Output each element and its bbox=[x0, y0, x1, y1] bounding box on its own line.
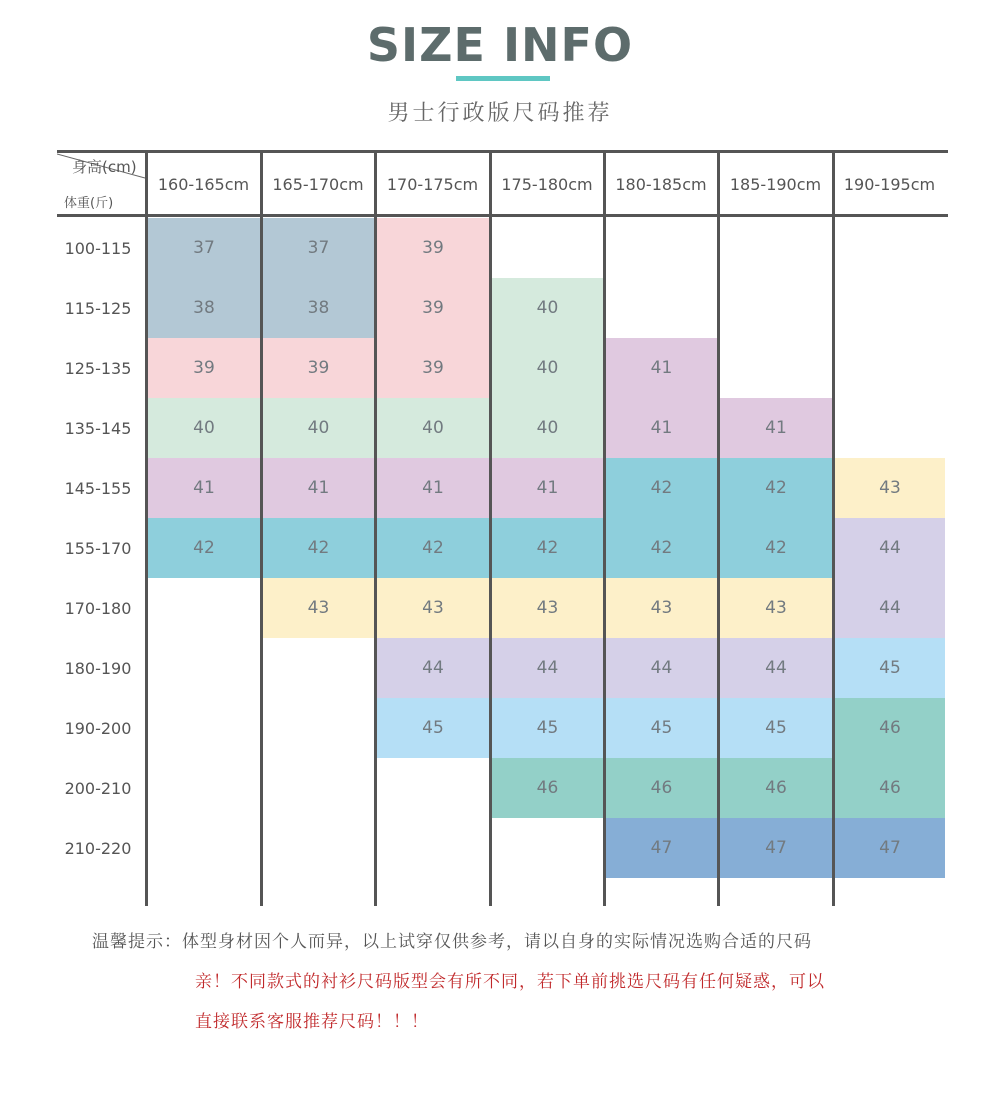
size-cell: 41 bbox=[492, 458, 603, 518]
size-cell: 45 bbox=[720, 698, 832, 758]
column-header-height: 175-180cm bbox=[501, 174, 593, 194]
size-cell: 41 bbox=[263, 458, 374, 518]
size-cell: 39 bbox=[377, 218, 489, 278]
row-header-weight: 190-200 bbox=[64, 718, 132, 738]
size-cell: 39 bbox=[148, 338, 260, 398]
row-header-weight: 180-190 bbox=[64, 658, 132, 678]
size-cell: 42 bbox=[492, 518, 603, 578]
column-header-height: 180-185cm bbox=[615, 174, 707, 194]
size-cell: 39 bbox=[377, 338, 489, 398]
size-tip-note: 温馨提示：体型身材因个人而异，以上试穿仅供参考，请以自身的实际情况选购合适的尺码 bbox=[92, 932, 812, 952]
size-cell: 38 bbox=[263, 278, 374, 338]
size-cell: 40 bbox=[263, 398, 374, 458]
size-cell: 45 bbox=[492, 698, 603, 758]
size-cell: 43 bbox=[263, 578, 374, 638]
size-cell: 40 bbox=[377, 398, 489, 458]
column-divider bbox=[832, 150, 835, 906]
page-subtitle: 男士行政版尺码推荐 bbox=[387, 101, 613, 126]
size-cell: 44 bbox=[720, 638, 832, 698]
size-cell: 40 bbox=[492, 338, 603, 398]
size-cell: 46 bbox=[492, 758, 603, 818]
column-header-height: 165-170cm bbox=[272, 174, 364, 194]
warning-line-1: 亲！不同款式的衬衫尺码版型会有所不同，若下单前挑选尺码有任何疑惑，可以 bbox=[195, 972, 825, 992]
size-cell: 40 bbox=[492, 278, 603, 338]
size-cell: 44 bbox=[606, 638, 717, 698]
row-header-weight: 170-180 bbox=[64, 598, 132, 618]
size-cell: 42 bbox=[148, 518, 260, 578]
size-cell: 43 bbox=[492, 578, 603, 638]
row-header-weight: 145-155 bbox=[64, 478, 132, 498]
column-header-height: 185-190cm bbox=[729, 174, 822, 194]
row-header-weight: 210-220 bbox=[64, 838, 132, 858]
row-header-weight: 115-125 bbox=[64, 298, 132, 318]
size-cell: 44 bbox=[835, 578, 945, 638]
column-divider bbox=[260, 150, 263, 906]
size-cell: 37 bbox=[148, 218, 260, 278]
size-cell: 46 bbox=[835, 758, 945, 818]
size-cell: 44 bbox=[835, 518, 945, 578]
size-cell: 43 bbox=[720, 578, 832, 638]
column-divider bbox=[603, 150, 606, 906]
row-header-weight: 135-145 bbox=[64, 418, 132, 438]
column-divider bbox=[145, 150, 148, 906]
size-cell: 42 bbox=[377, 518, 489, 578]
column-header-height: 190-195cm bbox=[843, 174, 936, 194]
size-cell: 46 bbox=[606, 758, 717, 818]
size-cell: 37 bbox=[263, 218, 374, 278]
warning-line-2: 直接联系客服推荐尺码！！！ bbox=[195, 1012, 429, 1032]
size-cell: 40 bbox=[492, 398, 603, 458]
size-cell: 47 bbox=[835, 818, 945, 878]
column-divider bbox=[489, 150, 492, 906]
table-top-line bbox=[57, 150, 948, 153]
size-cell: 41 bbox=[606, 338, 717, 398]
size-cell: 43 bbox=[606, 578, 717, 638]
size-cell: 38 bbox=[148, 278, 260, 338]
corner-height-label: 身高(cm) bbox=[72, 158, 137, 176]
row-header-weight: 155-170 bbox=[64, 538, 132, 558]
size-cell: 47 bbox=[720, 818, 832, 878]
size-cell: 43 bbox=[835, 458, 945, 518]
size-cell: 41 bbox=[377, 458, 489, 518]
size-cell: 42 bbox=[606, 518, 717, 578]
size-cell: 41 bbox=[606, 398, 717, 458]
size-cell: 45 bbox=[377, 698, 489, 758]
size-cell: 45 bbox=[606, 698, 717, 758]
size-cell: 42 bbox=[720, 458, 832, 518]
corner-weight-label: 体重(斤) bbox=[64, 196, 114, 211]
column-divider bbox=[374, 150, 377, 906]
size-cell: 44 bbox=[492, 638, 603, 698]
table-header-line bbox=[57, 214, 948, 217]
size-cell: 46 bbox=[835, 698, 945, 758]
row-header-weight: 125-135 bbox=[64, 358, 132, 378]
size-cell: 39 bbox=[263, 338, 374, 398]
size-cell: 47 bbox=[606, 818, 717, 878]
size-cell: 44 bbox=[377, 638, 489, 698]
column-divider bbox=[717, 150, 720, 906]
size-cell: 41 bbox=[148, 458, 260, 518]
column-header-height: 170-175cm bbox=[386, 174, 479, 194]
column-header-height: 160-165cm bbox=[157, 174, 250, 194]
size-cell: 39 bbox=[377, 278, 489, 338]
size-cell: 42 bbox=[720, 518, 832, 578]
size-cell: 43 bbox=[377, 578, 489, 638]
size-cell: 46 bbox=[720, 758, 832, 818]
size-cell: 40 bbox=[148, 398, 260, 458]
size-cell: 41 bbox=[720, 398, 832, 458]
row-header-weight: 100-115 bbox=[64, 238, 132, 258]
row-header-weight: 200-210 bbox=[64, 778, 132, 798]
size-cell: 42 bbox=[606, 458, 717, 518]
size-cell: 45 bbox=[835, 638, 945, 698]
page-title: SIZE INFO bbox=[366, 18, 634, 72]
size-cell: 42 bbox=[263, 518, 374, 578]
